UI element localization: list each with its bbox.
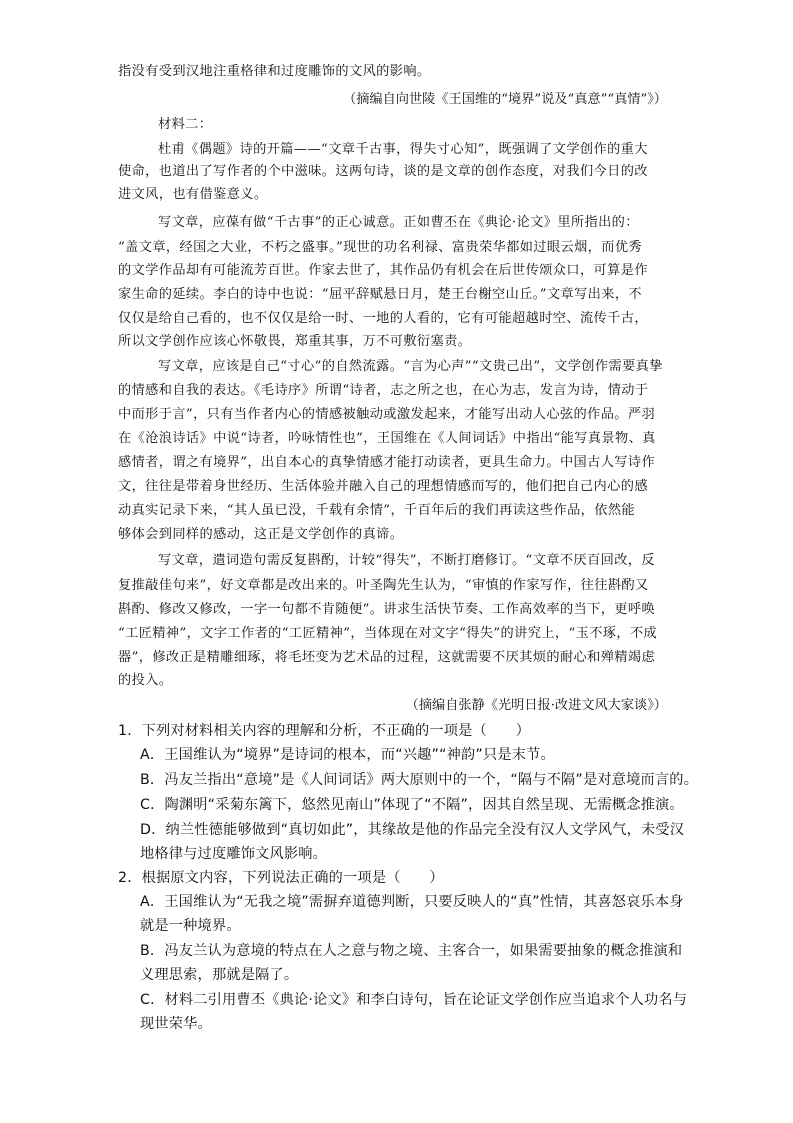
question-1-stem: 1．下列对材料相关内容的理解和分析，不正确的一项是（ ） <box>118 723 531 739</box>
question-1-option: A．王国维认为“境界”是诗词的根本，而“兴趣”“神韵”只是末节。 <box>140 747 555 763</box>
question-2-stem: 2．根据原文内容，下列说法正确的一项是（ ） <box>118 870 444 886</box>
material2-heading: 材料二： <box>158 117 213 132</box>
paragraph-line: 够体会到同样的感动，这正是文学创作的真谛。 <box>118 527 404 542</box>
question-2-option: B．冯友兰认为意境的特点在人之意与物之境、主客合一，如果需要抽象的概念推演和 <box>140 943 683 959</box>
paragraph-line: 写文章，应该是自己“寸心”的自然流露。“言为心声”“文贵己出”，文学创作需要真挚 <box>158 359 663 374</box>
question-2-option: 现世荣华。 <box>140 1016 212 1032</box>
paragraph-line: 写文章，应葆有做“千古事”的正心诚意。正如曹丕在《典论·论文》里所指出的： <box>158 215 639 230</box>
paragraph-line: 的文学作品却有可能流芳百世。作家去世了，其作品仍有机会在后世传颂众口，可算是作 <box>118 263 648 278</box>
citation-2: （摘编自张静《光明日报·改进文风大家谈》） <box>405 698 667 713</box>
paragraph-line: 在《沧浪诗话》中说“诗者，吟咏情性也”，王国维在《人间词话》中指出“能写真景物、真 <box>118 431 656 446</box>
paragraph-line: 杜甫《偶题》诗的开篇——“文章千古事，得失寸心知”，既强调了文学创作的重大 <box>158 142 648 157</box>
paragraph-line: 所以文学创作应该心怀敬畏，郑重其事，万不可敷衍塞责。 <box>118 334 472 349</box>
paragraph-line: 中而形于言”，只有当作者内心的情感被触动或激发起来，才能写出动人心弦的作品。严羽 <box>118 407 656 422</box>
paragraph-line: 器”，修改正是精雕细琢，将毛坯变为艺术品的过程，这就需要不厌其烦的耐心和殚精竭虑 <box>118 650 656 665</box>
question-1-option: D．纳兰性德能够做到“真切如此”，其缘故是他的作品完全没有汉人文学风气，未受汉 <box>140 822 685 838</box>
material1-tail: 指没有受到汉地注重格律和过度雕饰的文风的影响。 <box>118 64 431 79</box>
paragraph-line: 动真实记录下来，“其人虽已没，千载有余情”，千百年后的我们再读这些作品，依然能 <box>118 503 636 518</box>
question-2-option: A．王国维认为“无我之境”需摒弃道德判断，只要反映人的“真”性情，其喜怒哀乐本身 <box>140 894 684 910</box>
paragraph-line: 进文风，也有借鉴意义。 <box>118 187 268 202</box>
question-1-option: 地格律与过度雕饰文风影响。 <box>140 846 328 862</box>
paragraph-line: 的情感和自我的表达。《毛诗序》所谓“诗者，志之所之也，在心为志，发言为诗，情动于 <box>118 383 649 398</box>
paragraph-line: 家生命的延续。李白的诗中也说：“屈平辞赋悬日月，楚王台榭空山丘。”文章写出来，不 <box>118 287 643 302</box>
question-1-option: B．冯友兰指出“意境”是《人间词话》两大原则中的一个，“隔与不隔”是对意境而言的。 <box>140 772 699 788</box>
paragraph-line: 感情者，谓之有境界”，出自本心的真挚情感才能打动读者，更具生命力。中国古人写诗作 <box>118 455 656 470</box>
paragraph-line: “盖文章，经国之大业，不朽之盛事。”现世的功名利禄、富贵荣华都如过眼云烟，而优秀 <box>118 240 643 255</box>
question-2-option: C．材料二引用曹丕《典论·论文》和李白诗句，旨在论证文学创作应当追求个人功名与 <box>140 992 688 1008</box>
paragraph-line: 写文章，遣词造句需反复斟酌，计较“得失”，不断打磨修订。“文章不厌百回改，反 <box>158 553 655 568</box>
question-2-option: 义理思索，那就是隔了。 <box>140 967 299 983</box>
paragraph-line: 复推敲佳句来”，好文章都是改出来的。叶圣陶先生认为，“审慎的作家写作，往往斟酌又 <box>118 578 649 593</box>
citation-1: （摘编自向世陵《王国维的“境界”说及“真意”“真情”》） <box>343 92 667 107</box>
question-2-option: 就是一种境界。 <box>140 918 241 934</box>
question-1-option: C．陶渊明“采菊东篱下，悠然见南山”体现了“不隔”，因其自然呈现、无需概念推演。 <box>140 797 684 813</box>
paragraph-line: 斟酌、修改又修改，一字一句都不肯随便”。讲求生活快节奏、工作高效率的当下，更呼唤 <box>118 602 656 617</box>
paragraph-line: 仅仅是给自己看的，也不仅仅是给一时、一地的人看的，它有可能超越时空、流传千古， <box>118 311 648 326</box>
paragraph-line: 的投入。 <box>118 673 173 688</box>
paragraph-line: “工匠精神”，文字工作者的“工匠精神”，当体现在对文字“得失”的讲究上，“玉不琢，不成 <box>118 626 658 641</box>
paragraph-line: 使命，也道出了写作者的个中滋味。这两句诗，谈的是文章的创作态度，对我们今日的改 <box>118 164 648 179</box>
paragraph-line: 文，往往是带着身世经历、生活体验并融入自己的理想情感而写的，他们把自己内心的感 <box>118 479 648 494</box>
